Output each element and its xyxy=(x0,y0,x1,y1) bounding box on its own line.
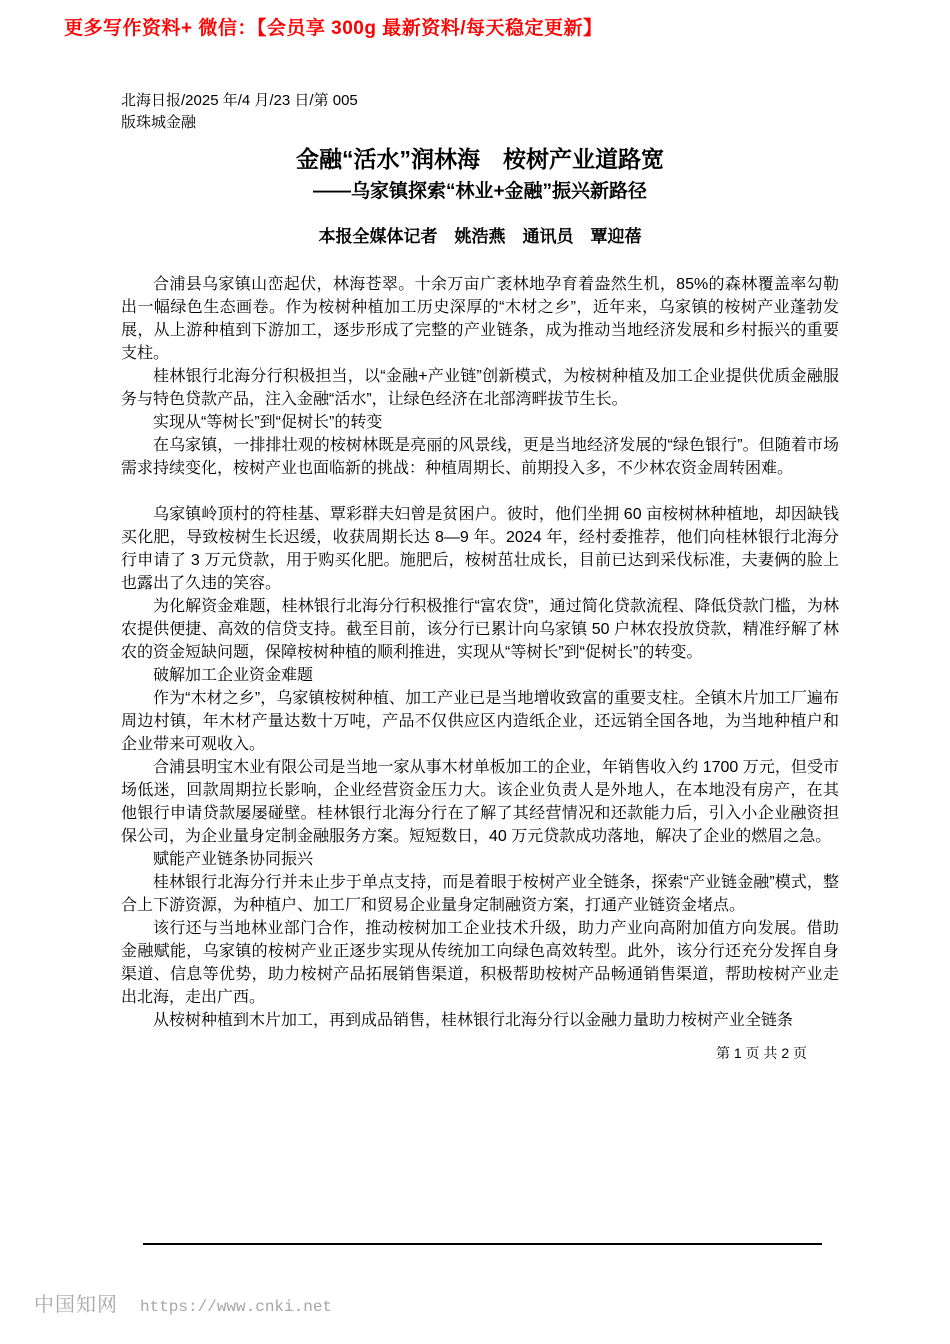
paragraph: 乌家镇岭顶村的符桂基、覃彩群夫妇曾是贫困户。彼时，他们坐拥 60 亩桉树林种植地，却因缺钱买化肥，导致桉树生长迟缓，收获周期长达 8—9 年。2024 年，经村委推荐，他们向桂林银行北海分行申请了 3 万元贷款，用于购买化肥。施肥后，桉树茁壮成长，目前已达到采伐标准，夫妻俩的脸上也露出了久违的笑容。 xyxy=(121,506,839,592)
article-byline: 本报全媒体记者 姚浩燕 通讯员 覃迎蓓 xyxy=(318,227,642,246)
paragraph: 从桉树种植到木片加工，再到成品销售，桂林银行北海分行以金融力量助力桉树产业全链条 xyxy=(153,1012,794,1029)
cnki-site-url: https://www.cnki.net xyxy=(140,1298,333,1316)
article-title: 金融“活水”润林海 桉树产业道路宽 xyxy=(296,146,664,172)
section-heading: 赋能产业链条协同振兴 xyxy=(153,851,314,868)
paragraph: 桂林银行北海分行并未止步于单点支持，而是着眼于桉树产业全链条，探索“产业链金融”模式，整合上下游资源，为种植户、加工厂和贸易企业量身定制融资方案，打通产业链资金堵点。 xyxy=(121,874,839,914)
section-heading: 实现从“等树长”到“促树长”的转变 xyxy=(153,414,383,431)
cnki-watermark xyxy=(34,1288,332,1317)
source-date-line: 北海日报/2025 年/4 月/23 日/第 005 xyxy=(121,92,358,109)
page-indicator: 第 1 页 共 2 页 xyxy=(715,1045,807,1061)
promo-banner-text: 更多写作资料+ 微信：【会员享 300g 最新资料/每天稳定更新】 xyxy=(64,18,603,39)
article-body xyxy=(121,273,839,1032)
paragraph: 合浦县乌家镇山峦起伏，林海苍翠。十余万亩广袤林地孕育着盎然生机，85%的森林覆盖率勾勒出一幅绿色生态画卷。作为桉树种植加工历史深厚的“木材之乡”，近年来，乌家镇的桉树产业蓬勃发展，从上游种植到下游加工，逐步形成了完整的产业链条，成为推动当地经济发展和乡村振兴的重要支柱。 xyxy=(121,276,839,362)
section-heading: 破解加工企业资金难题 xyxy=(153,667,314,684)
paragraph: 桂林银行北海分行积极担当，以“金融+产业链”创新模式，为桉树种植及加工企业提供优质金融服务与特色贷款产品，注入金融“活水”，让绿色经济在北部湾畔拔节生长。 xyxy=(121,368,839,408)
paragraph: 该行还与当地林业部门合作，推动桉树加工企业技术升级，助力产业向高附加值方向发展。借助金融赋能，乌家镇的桉树产业正逐步实现从传统加工向绿色高效转型。此外，该分行还充分发挥自身渠道、信息等优势，助力桉树产品拓展销售渠道，积极帮助桉树产品畅通销售渠道，帮助桉树产业走出北海，走出广西。 xyxy=(121,920,839,1006)
paragraph: 在乌家镇，一排排壮观的桉树林既是亮丽的风景线，更是当地经济发展的“绿色银行”。但随着市场需求持续变化，桉树产业也面临新的挑战：种植周期长、前期投入多，不少林农资金周转困难。 xyxy=(121,437,839,477)
paragraph: 作为“木材之乡”，乌家镇桉树种植、加工产业已是当地增收致富的重要支柱。全镇木片加工厂遍布周边村镇，年木材产量达数十万吨，产品不仅供应区内造纸企业，还远销全国各地，为当地种植户和企业带来可观收入。 xyxy=(121,690,839,753)
footer-divider xyxy=(143,1243,822,1245)
paragraph: 为化解资金难题，桂林银行北海分行积极推行“富农贷”，通过简化贷款流程、降低贷款门槛，为林农提供便捷、高效的信贷支持。截至目前，该分行已累计向乌家镇 50 户林农投放贷款，精准纾解了林农的资金短缺问题，保障桉树种植的顺利推进，实现从“等树长”到“促树长”的转变。 xyxy=(121,598,839,661)
article-subtitle: ——乌家镇探索“林业+金融”振兴新路径 xyxy=(312,181,648,202)
article-column xyxy=(121,90,839,1063)
cnki-site-name: 中国知网 xyxy=(34,1294,118,1316)
paragraph: 合浦县明宝木业有限公司是当地一家从事木材单板加工的企业，年销售收入约 1700 万元，但受市场低迷，回款周期拉长影响，企业经营资金压力大。该企业负责人是外地人，在本地没有房产，在其他银行申请贷款屡屡碰壁。桂林银行北海分行在了解了其经营情况和还款能力后，引入小企业融资担保公司，为企业量身定制金融服务方案。短短数日，40 万元贷款成功落地，解决了企业的燃眉之急。 xyxy=(121,759,839,845)
edition-line: 版珠城金融 xyxy=(121,114,197,131)
